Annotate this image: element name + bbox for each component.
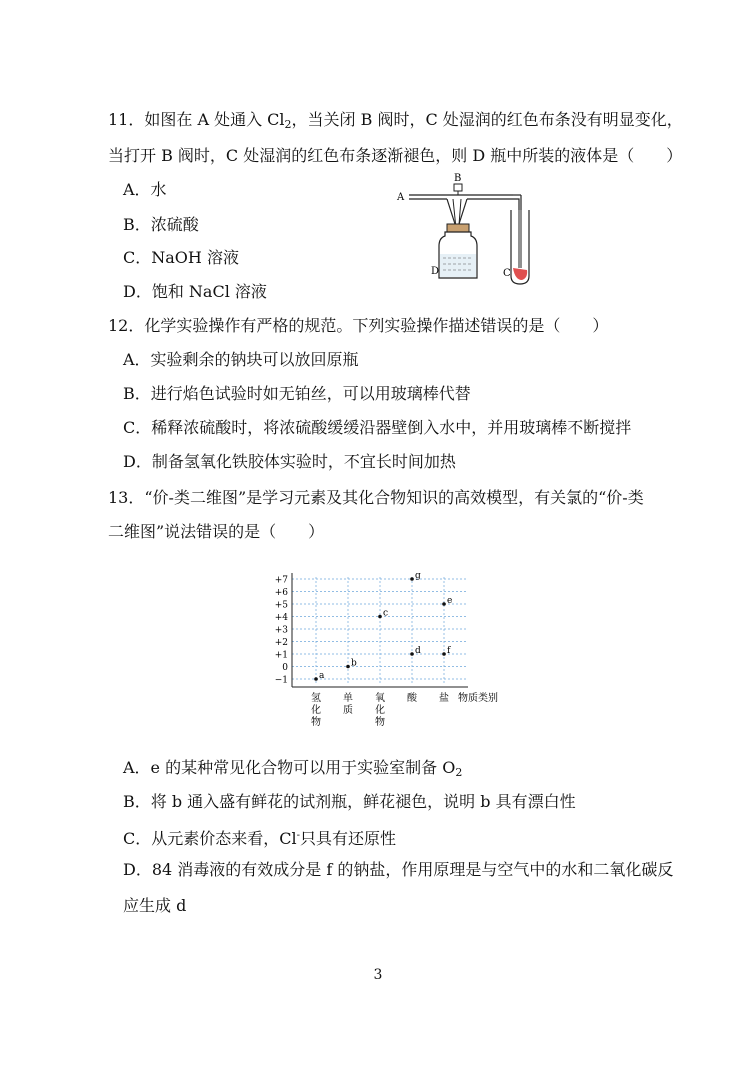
- valve-b-icon: [454, 184, 462, 191]
- valence-class-chart: [262, 565, 522, 735]
- q11-cl2-subscript: 2: [284, 118, 292, 131]
- q11-option-b: B．浓硫酸: [123, 215, 199, 234]
- label-b: B: [454, 173, 462, 184]
- chart-grid: [292, 577, 468, 685]
- chart-x-axis-label: 物质类别: [458, 693, 498, 704]
- q11-stem-line1: [108, 110, 683, 135]
- y-tick-label: 0: [282, 663, 288, 673]
- data-point-f: [442, 652, 446, 656]
- q13-option-a: [123, 758, 462, 783]
- data-point-label-f: f: [447, 646, 451, 656]
- data-point-a: [314, 677, 318, 681]
- q12-option-d: D．制备氢氧化铁胶体实验时，不宜长时间加热: [123, 452, 456, 471]
- data-point-label-c: c: [383, 608, 389, 619]
- data-point-e: [442, 602, 446, 606]
- bottle-stopper: [447, 224, 469, 232]
- x-category-label: 化: [311, 705, 321, 716]
- label-c: C: [503, 268, 511, 279]
- label-d: D: [431, 266, 440, 277]
- data-point-b: [346, 665, 350, 669]
- y-tick-label: +2: [274, 638, 288, 648]
- x-category-label: 质: [343, 705, 353, 716]
- x-category-label: 物: [311, 717, 321, 728]
- data-point-label-g: g: [415, 571, 421, 581]
- y-tick-label: +3: [274, 625, 288, 636]
- data-point-g: [410, 577, 414, 581]
- q12-option-a: A．实验剩余的钠块可以放回原瓶: [123, 350, 359, 369]
- q13-stem-line2: 二维图”说法错误的是（ ）: [108, 522, 325, 541]
- q11-option-d: D．饱和 NaCl 溶液: [123, 282, 267, 301]
- q13-option-d-line1: D．84 消毒液的有效成分是 f 的钠盐，作用原理是与空气中的水和二氧化碳反: [123, 860, 674, 879]
- chart-points: [314, 571, 452, 681]
- x-category-label: 酸: [407, 693, 417, 704]
- data-point-label-d: d: [415, 646, 421, 656]
- y-tick-label: −1: [274, 675, 288, 686]
- label-a: A: [397, 192, 405, 203]
- q13-option-c: [123, 826, 396, 849]
- gas-apparatus-diagram: [395, 168, 555, 293]
- y-tick-label: +7: [274, 575, 288, 586]
- q12-option-c: C．稀释浓硫酸时，将浓硫酸缓缓沿器壁倒入水中，并用玻璃棒不断搅拌: [123, 418, 632, 437]
- q13-option-c-superscript: -: [296, 830, 300, 841]
- x-category-label: 物: [375, 717, 385, 728]
- data-point-label-b: b: [351, 658, 357, 669]
- q11-option-a: A．水: [123, 180, 167, 199]
- data-point-c: [378, 615, 382, 619]
- q13-option-c-text: C．从元素价态来看，Cl: [123, 829, 297, 848]
- q13-option-a-subscript: 2: [455, 766, 463, 779]
- y-tick-label: +4: [274, 613, 288, 623]
- q13-stem-line1: 13．“价-类二维图”是学习元素及其化合物知识的高效模型，有关氯的“价-类: [108, 488, 644, 507]
- chart-y-ticks: [275, 576, 289, 686]
- chart-x-categories: [311, 691, 449, 728]
- data-point-d: [410, 652, 414, 656]
- y-tick-label: +1: [274, 650, 288, 661]
- x-category-label: 盐: [439, 693, 449, 704]
- x-category-label: 化: [375, 705, 385, 716]
- data-point-label-e: e: [447, 596, 453, 606]
- q12-stem: 12．化学实验操作有严格的规范。下列实验操作描述错误的是（ ）: [108, 316, 609, 335]
- data-point-label-a: a: [319, 671, 325, 681]
- q12-option-b: B．进行焰色试验时如无铂丝，可以用玻璃棒代替: [123, 384, 471, 403]
- q11-stem-rest: ，当关闭 B 阀时，C 处湿润的红色布条没有明显变化，: [291, 110, 683, 129]
- q13-option-a-text: A．e 的某种常见化合物可以用于实验室制备 O: [123, 758, 456, 777]
- q13-option-d-line2: 应生成 d: [123, 896, 187, 915]
- x-category-label: 氢: [311, 693, 321, 704]
- page-number: 3: [373, 967, 383, 983]
- x-category-label: 氧: [375, 693, 385, 704]
- q11-stem-text: 11．如图在 A 处通入 Cl: [108, 110, 285, 129]
- y-tick-label: +6: [274, 588, 288, 598]
- x-category-label: 单: [343, 693, 353, 704]
- q11-stem-line2: 当打开 B 阀时，C 处湿润的红色布条逐渐褪色，则 D 瓶中所装的液体是（ ）: [108, 146, 683, 165]
- y-tick-label: +5: [274, 600, 288, 611]
- q13-option-c-rest: 只具有还原性: [300, 829, 397, 848]
- q13-option-b: B．将 b 通入盛有鲜花的试剂瓶，鲜花褪色，说明 b 具有漂白性: [123, 792, 576, 811]
- q11-option-c: C．NaOH 溶液: [123, 248, 239, 267]
